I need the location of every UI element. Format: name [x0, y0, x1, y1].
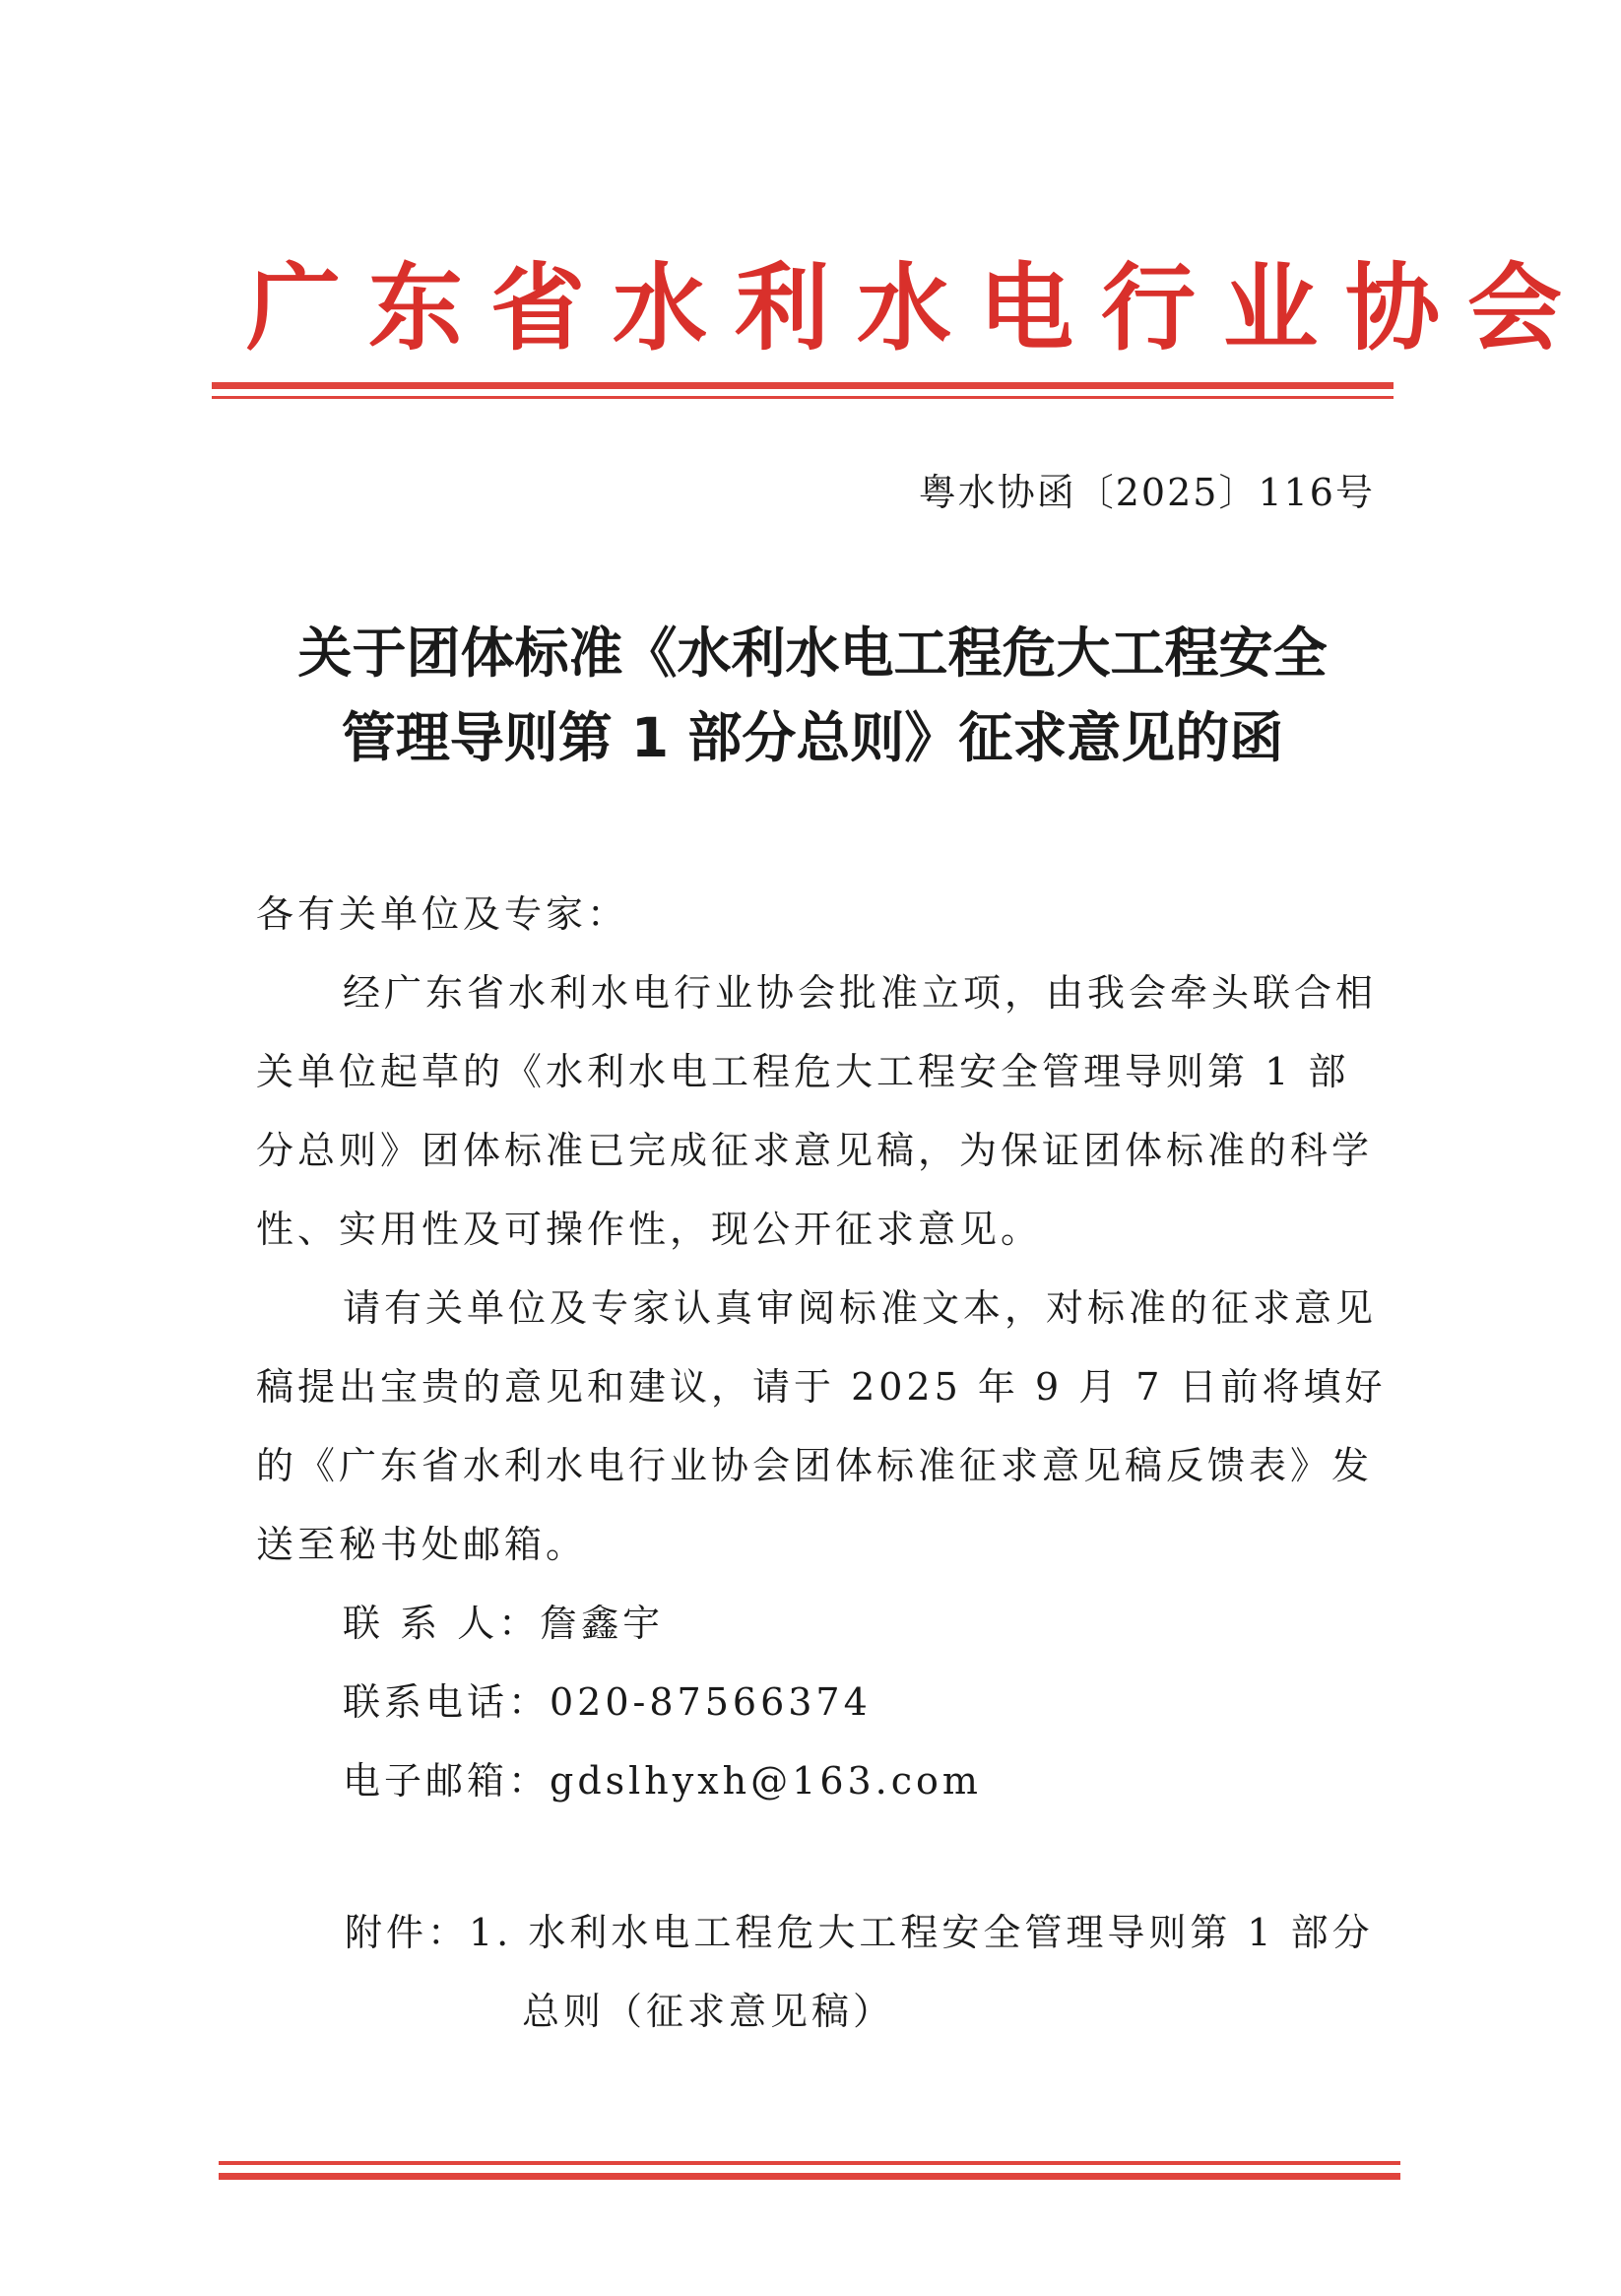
title-line-2: 管理导则第 1 部分总则》征求意见的函	[341, 706, 1284, 769]
contact-phone: 联系电话：020-87566374	[343, 1680, 872, 1724]
contact-person: 联 系 人：詹鑫宇	[343, 1602, 665, 1645]
paragraph-request: 请有关单位及专家认真审阅标准文本，对标准的征求意见稿提出宝贵的意见和建议，请于 2025 年 9 月 7 日前将填好的《广东省水利水电行业协会团体标准征求意见稿反馈表》发送至秘书处邮箱。	[256, 1286, 1387, 1566]
attachment-line-1: 附件：1. 水利水电工程危大工程安全管理导则第 1 部分	[345, 1911, 1374, 1954]
letter-body	[256, 875, 1389, 1820]
salutation: 各有关单位及专家：	[256, 892, 629, 936]
organization-name: 广东省水利水电行业协会	[246, 253, 1589, 363]
contact-email: 电子邮箱：gdslhyxh@163.com	[343, 1759, 982, 1803]
document-title	[227, 611, 1398, 780]
attachment-line-2: 总则（征求意见稿）	[522, 1990, 895, 2033]
title-line-1: 关于团体标准《水利水电工程危大工程安全	[297, 622, 1328, 685]
document-number: 粤水协函〔2025〕116号	[918, 471, 1375, 514]
header-rule-thin	[212, 396, 1394, 399]
attachment-list	[345, 1893, 1389, 2051]
header-rule-thick	[212, 382, 1394, 389]
footer-rule-thin	[219, 2161, 1400, 2165]
paragraph-intro: 经广东省水利水电行业协会批准立项，由我会牵头联合相关单位起草的《水利水电工程危大工程安全管理导则第 1 部分总则》团体标准已完成征求意见稿，为保证团体标准的科学性、实用性及可操作性，现公开征求意见。	[256, 971, 1378, 1251]
footer-rule-thick	[219, 2173, 1400, 2180]
